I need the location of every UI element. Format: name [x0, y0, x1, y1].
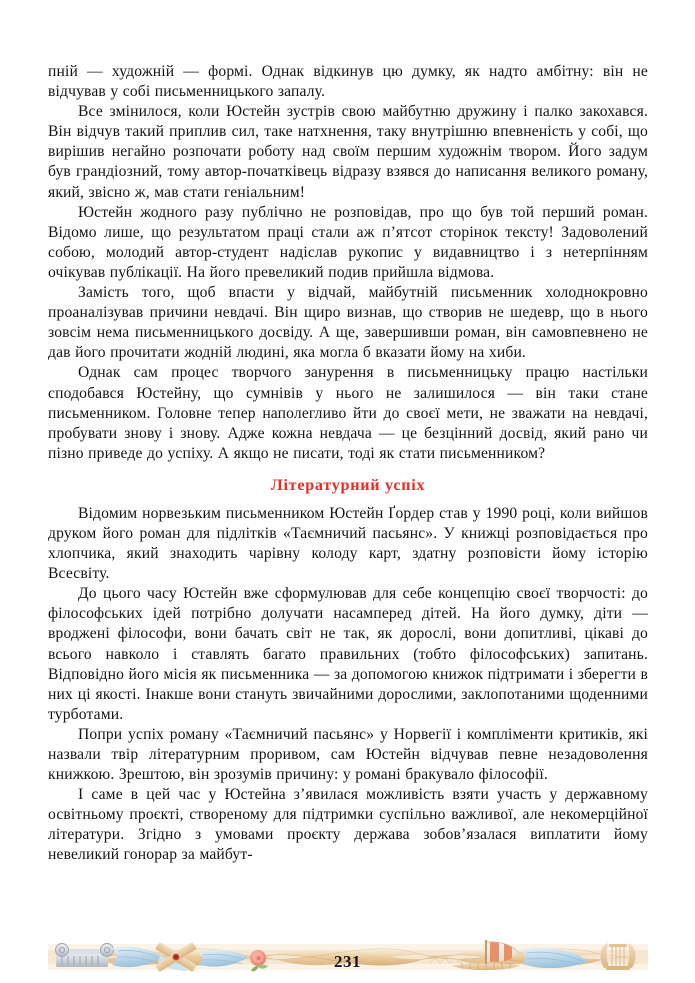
paragraph-derzhavnyi-proekt: І саме в цей час у Юстейна з’явилася можливість взяти участь у державному освітньому проєкті, створеному для підтримки суспільно важливої, але некомерційної літератури. Згідно з умовами проєкту держава зобов’язалася виплатити йому невеликий гонорар за майбут-: [48, 786, 648, 864]
paragraph-tajemnychyi-pasjans: Відомим норвезьким письменником Юстейн Ґордер став у 1990 році, коли вийшов друком його роман для підлітків «Таємничий пасьянс». У книжці розповідається про хлопчика, який знаходить чарівну колоду карт, здатну розповісти йому історію Всесвіту.: [48, 504, 648, 583]
paragraph-pershyi-roman: Юстейн жодного разу публічно не розповідав, про що був той перший роман. Відомо лише, що результатом праці стали аж п’ятсот сторінок тексту! Задоволений собою, молодий автор-студент надіслав рукопис у видавництво і з нетерпінням очікував публікації. На його превеликий подив прийшла відмова.: [48, 203, 648, 281]
section-heading-literary-success: Літературний успіх: [270, 475, 426, 494]
paragraph-analiz-prychyn: Замість того, щоб впасти у відчай, майбутній письменник холоднокровно проаналізував причини невдачі. Він щиро визнав, що створив не шедевр, що в нього зовсім нема письменницького досвіду. А ще, завершивши роман, він самовпевнено не дав його прочитати жодній людині, яка могла б вказати йому на хиби.: [48, 284, 648, 362]
paragraph-zustriv-druzhynu: Все змінилося, коли Юстейн зустрів свою майбутню дружину і палко закохався. Він відчув такий приплив сил, таке натхнення, таку внутрішню впевненість у собі, що вирішив негайно розпочати роботу над своїм першим художнім твором. Його задум був грандіозний, тому автор-початківець відразу взявся до написання великого роману, який, звісно ж, мав стати геніальним!: [48, 103, 648, 201]
page-number: 231: [334, 952, 361, 971]
paragraph-kontseptsiia-tvorchosti: До цього часу Юстейн вже сформулював для себе концепцію своєї творчості: до філософських ідей потрібно долучати насамперед дітей. На його думку, діти — вроджені філософи, вони бачать світ не так, як дорослі, вони допитливі, цікаві до всього навколо і ставлять багато правильних (тобто філософських) запитань. Відповідно його місія як письменника — за допомогою книжок підтримати і зберегти в них ці якості. Інакше вони стануть звичайними дорослими, заклопотаними щоденними турботами.: [48, 585, 648, 723]
page-text-column: [48, 62, 648, 866]
paragraph-continued-top: пній — художній — формі. Однак відкинув цю думку, як надто амбітну: він не відчував у собі письменницького запалу.: [48, 63, 648, 101]
paragraph-nezadovolennia-knyzhkoiu: Попри успіх роману «Таємничий пасьянс» у Норвегії і компліменти критиків, які назвали твір літературним проривом, сам Юстейн відчував певне незадоволення книжкою. Зрештою, він зрозумів причину: у романі бракувало філософії.: [48, 725, 648, 784]
paragraph-protses-zanurennia: Однак сам процес творчого занурення в письменницьку працю настільки сподобався Юстейну, що сумнівів у нього не залишилося — він таки стане письменником. Головне тепер наполегливо йти до своєї мети, не зважати на невдачі, пробувати знову і знову. Адже кожна невдача — це безцінний досвід, який рано чи пізно приведе до успіху. А якщо не писати, тоді як стати письменником?: [48, 364, 648, 462]
